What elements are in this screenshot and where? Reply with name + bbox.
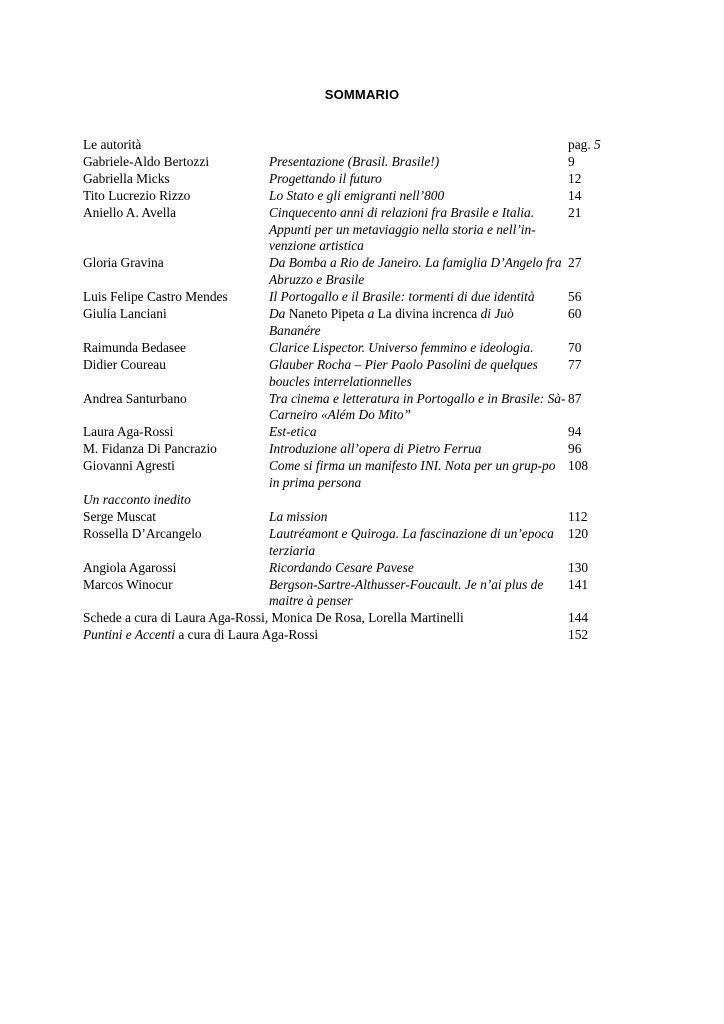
entry-title: Il Portogallo e il Brasile: tormenti di due identità [269, 289, 535, 305]
toc-entry [83, 188, 613, 205]
entry-page: 120 [568, 525, 589, 541]
entry-author: Gloria Gravina [83, 255, 164, 271]
entry-title [269, 306, 567, 340]
title-part: a [367, 306, 375, 322]
entry-page: 130 [568, 559, 589, 575]
toc-entry [83, 458, 613, 492]
entry-author: Raimunda Bedasee [83, 339, 186, 355]
entry-author: Giulia Lanciani [83, 306, 167, 322]
toc-entry [83, 509, 613, 526]
entry-title: Introduzione all’opera di Pietro Ferrua [269, 441, 482, 457]
page-title: SOMMARIO [324, 87, 400, 102]
toc-entry [83, 154, 613, 171]
entry-page: 12 [568, 170, 582, 186]
entry-title: Cinquecento anni di relazioni fra Brasile e Italia. Appunti per un metaviaggio nella storia e nell’in-venzione artistica [269, 204, 536, 254]
page-prefix: pag. [568, 137, 591, 152]
title-part: di Juò Bananére [269, 306, 514, 338]
entry-author: Angiola Agarossi [83, 559, 177, 575]
toc-entry [83, 255, 613, 289]
entry-author: Didier Coureau [83, 356, 166, 372]
entry-title: Progettando il futuro [269, 170, 382, 186]
title-part: La divina increnca [374, 306, 481, 322]
section-heading: Un racconto inedito [83, 492, 191, 508]
entry-page [568, 137, 601, 154]
toc-entry-intro [83, 137, 613, 154]
entry-title: Ricordando Cesare Pavese [269, 559, 414, 575]
entry-author: Rossella D’Arcangelo [83, 525, 202, 541]
entry-page: 152 [568, 627, 589, 643]
toc-entry [83, 205, 613, 256]
entry-author: Luis Felipe Castro Mendes [83, 289, 228, 305]
entry-title: Clarice Lispector. Universo femmino e ideologia. [269, 339, 534, 355]
entry-page: 87 [568, 390, 582, 406]
entry-page: 112 [568, 508, 588, 524]
toc-entry [83, 577, 613, 611]
puntini-text: a cura di Laura Aga-Rossi [174, 627, 319, 643]
toc-entry [83, 171, 613, 188]
entry-page: 144 [568, 610, 589, 626]
toc-entry [83, 357, 613, 391]
toc-entry [83, 289, 613, 306]
entry-author: Serge Muscat [83, 508, 157, 524]
entry-page: 94 [568, 424, 582, 440]
entry-title: Lautréamont e Quiroga. La fascinazione di un’epoca terziaria [269, 525, 554, 558]
entry-page: 27 [568, 255, 582, 271]
entry-title: La mission [269, 508, 328, 524]
entry-title: Lo Stato e gli emigranti nell’800 [269, 187, 445, 203]
entry-author: Marcos Winocur [83, 576, 173, 592]
entry-title: Da Bomba a Rio de Janeiro. La famiglia D’Angelo fra Abruzzo e Brasile [269, 255, 562, 288]
toc-entry [83, 526, 613, 560]
entry-page: 14 [568, 187, 582, 203]
entry-author: Gabriella Micks [83, 170, 170, 186]
entry-title: Come si firma un manifesto INI. Nota per un grup-po in prima persona [269, 458, 556, 491]
entry-page: 21 [568, 204, 582, 220]
entry-title: Bergson-Sartre-Althusser-Foucault. Je n’ai plus de maitre à penser [269, 576, 544, 609]
entry-author: Le autorità [83, 137, 142, 152]
toc-entry-schede [83, 610, 613, 627]
entry-page: 60 [568, 306, 582, 322]
entry-page: 108 [568, 458, 589, 474]
page-number: 5 [594, 137, 601, 152]
toc-entry-puntini [83, 627, 613, 644]
entry-page: 96 [568, 441, 582, 457]
entry-author: Laura Aga-Rossi [83, 424, 174, 440]
entry-title [269, 137, 567, 154]
toc-entry [83, 424, 613, 441]
title-part: Da [269, 306, 286, 322]
entry-title: Tra cinema e letteratura in Portogallo e in Brasile: Sà-Carneiro «Além Do Mito” [269, 390, 566, 423]
table-of-contents [83, 137, 613, 644]
toc-entry [83, 306, 613, 340]
schede-text: Schede a cura di Laura Aga-Rossi, Monica De Rosa, Lorella Martinelli [83, 610, 464, 626]
entry-author: Gabriele-Aldo Bertozzi [83, 153, 210, 169]
entry-author: Tito Lucrezio Rizzo [83, 187, 191, 203]
puntini-title: Puntini e Accenti [83, 627, 175, 643]
entry-author: M. Fidanza Di Pancrazio [83, 441, 217, 457]
entry-page: 141 [568, 576, 589, 592]
toc-entry [83, 441, 613, 458]
title-part: Naneto Pipeta [285, 306, 368, 322]
toc-entry [83, 391, 613, 425]
entry-title: Est-etica [269, 424, 317, 440]
entry-page: 70 [568, 339, 582, 355]
entry-author: Andrea Santurbano [83, 390, 187, 406]
entry-author: Aniello A. Avella [83, 204, 177, 220]
entry-title: Presentazione (Brasil. Brasile!) [269, 153, 440, 169]
toc-entry [83, 560, 613, 577]
toc-entry [83, 340, 613, 357]
entry-page: 56 [568, 289, 582, 305]
entry-author: Giovanni Agresti [83, 458, 175, 474]
entry-page: 77 [568, 356, 582, 372]
entry-page: 9 [568, 153, 575, 169]
entry-title: Glauber Rocha – Pier Paolo Pasolini de quelques boucles interrelationnelles [269, 356, 538, 389]
